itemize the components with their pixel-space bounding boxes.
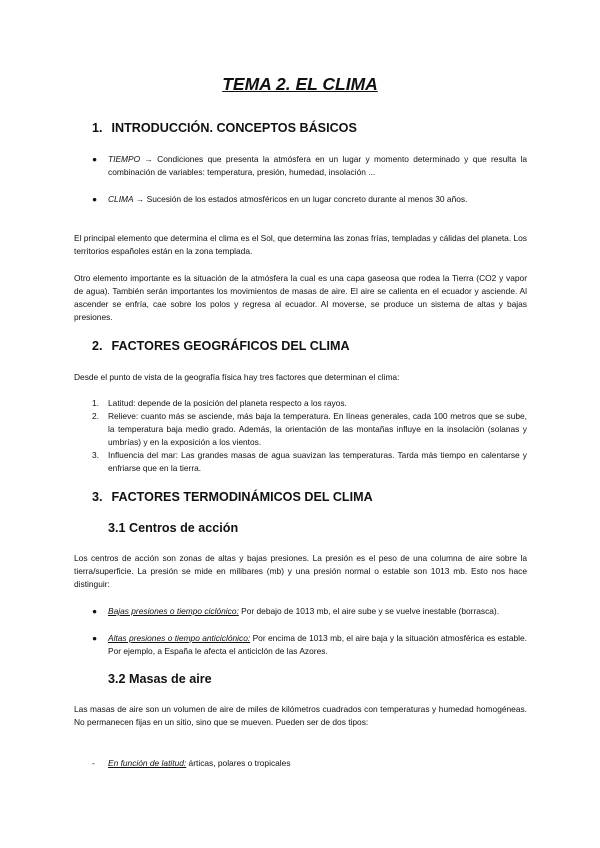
masas-paragraph [74, 703, 527, 729]
subsection-3-2-heading: 3.2 Masas de aire [108, 672, 212, 686]
bullet-icon: ● [92, 194, 98, 204]
geo-item-latitud: Latitud: depende de la posición del planeta respecto a los rayos. [108, 398, 347, 408]
subsection-3-1-heading: 3.1 Centros de acción [108, 521, 239, 535]
term-altas-presiones: Altas presiones o tiempo anticiclónico: [108, 633, 251, 643]
document-title: TEMA 2. EL CLIMA [222, 74, 378, 94]
section-2-number: 2. [92, 339, 103, 353]
term-bajas-presiones: Bajas presiones o tiempo ciclónico: [108, 606, 239, 616]
arrow-clima: → [133, 194, 147, 204]
paragraph-text: Los centros de acción son zonas de altas y bajas presiones. La presión es el peso de una columna de aire sobre la tierra/superficie. La presión se mide en milibares (mb) y una presión normal o estable son 1013 mb. Esto nos hace distinguir: [74, 553, 527, 589]
paragraph-text: Desde el punto de vista de la geografía física hay tres factores que determinan el clima: [74, 372, 400, 382]
def-tiempo: Condiciones que presenta la atmósfera en un lugar y momento determinado y que resulta la combinación de variables: temperatura, presión, humedad, insolación ... [108, 154, 527, 177]
intro-paragraph-2 [74, 272, 527, 324]
list-number: 2. [92, 411, 99, 421]
paragraph-text: Otro elemento importante es la situación de la atmósfera la cual es una capa gaseosa que rodea la Tierra (CO2 y vapor de agua). También serán importantes los movimientos de masas de aire. El aire se calienta en el ecuador y asciende. Al ascender se enfría, cae sobre los polos y regresa al ecuador. Al moverse, se produce un sistema de altas y bajas presiones. [74, 273, 527, 322]
bullet-tiempo [108, 153, 527, 179]
section-1-number: 1. [92, 121, 103, 135]
paragraph-text: Las masas de aire son un volumen de aire de miles de kilómetros cuadrados con temperaturas y humedad homogéneas. No permanecen fijas en un sitio, sino que se mueven. Pueden ser de dos tipos: [74, 704, 527, 727]
centros-paragraph [74, 552, 527, 591]
list-number: 3. [92, 450, 99, 460]
arrow-tiempo: → [140, 154, 158, 164]
masas-item-latitud [108, 757, 527, 770]
bullet-icon: ● [92, 633, 98, 643]
bullet-bajas-presiones [108, 605, 527, 618]
section-2-heading [92, 339, 350, 353]
def-altas-presiones: Por encima de 1013 mb, el aire baja y la situación atmosférica es estable. Por ejemplo, a España le afecta el anticiclón de las Azores. [108, 633, 528, 656]
section-1-title: INTRODUCCIÓN. CONCEPTOS BÁSICOS [111, 121, 357, 135]
section-1-heading [92, 121, 357, 135]
section-2-title: FACTORES GEOGRÁFICOS DEL CLIMA [111, 339, 350, 353]
def-funcion-latitud: árticas, polares o tropicales [186, 758, 291, 768]
def-bajas-presiones: Por debajo de 1013 mb, el aire sube y se vuelve inestable (borrasca). [238, 606, 500, 616]
geo-intro [74, 371, 527, 384]
geo-item-mar: Influencia del mar: Las grandes masas de agua suavizan las temperaturas. Tarda más tiempo en calentarse y enfriarse que en la tierra. [108, 450, 527, 473]
bullet-icon: ● [92, 606, 98, 616]
bullet-icon: ● [92, 154, 98, 164]
section-3-heading [92, 490, 373, 504]
term-clima: CLIMA [108, 194, 134, 204]
section-3-title: FACTORES TERMODINÁMICOS DEL CLIMA [111, 490, 373, 504]
term-tiempo: TIEMPO [108, 154, 141, 164]
dash-bullet: - [92, 758, 95, 768]
bullet-altas-presiones [108, 632, 527, 658]
list-number: 1. [92, 398, 99, 408]
def-clima: Sucesión de los estados atmosféricos en un lugar concreto durante al menos 30 años. [146, 194, 468, 204]
paragraph-text: El principal elemento que determina el clima es el Sol, que determina las zonas frías, templadas y cálidas del planeta. Los territorios españoles están en la zona templada. [74, 233, 527, 256]
section-3-number: 3. [92, 490, 103, 504]
geo-item-relieve: Relieve: cuanto más se asciende, más baja la temperatura. En líneas generales, cada 100 metros que se sube, la temperatura baja medio grado. Además, la orientación de las montañas influye en la insolación (solanas y umbrías) y en la exposición a los vientos. [108, 411, 527, 447]
intro-paragraph-1 [74, 232, 527, 258]
term-funcion-latitud: En función de latitud: [108, 758, 187, 768]
bullet-clima [108, 193, 527, 206]
